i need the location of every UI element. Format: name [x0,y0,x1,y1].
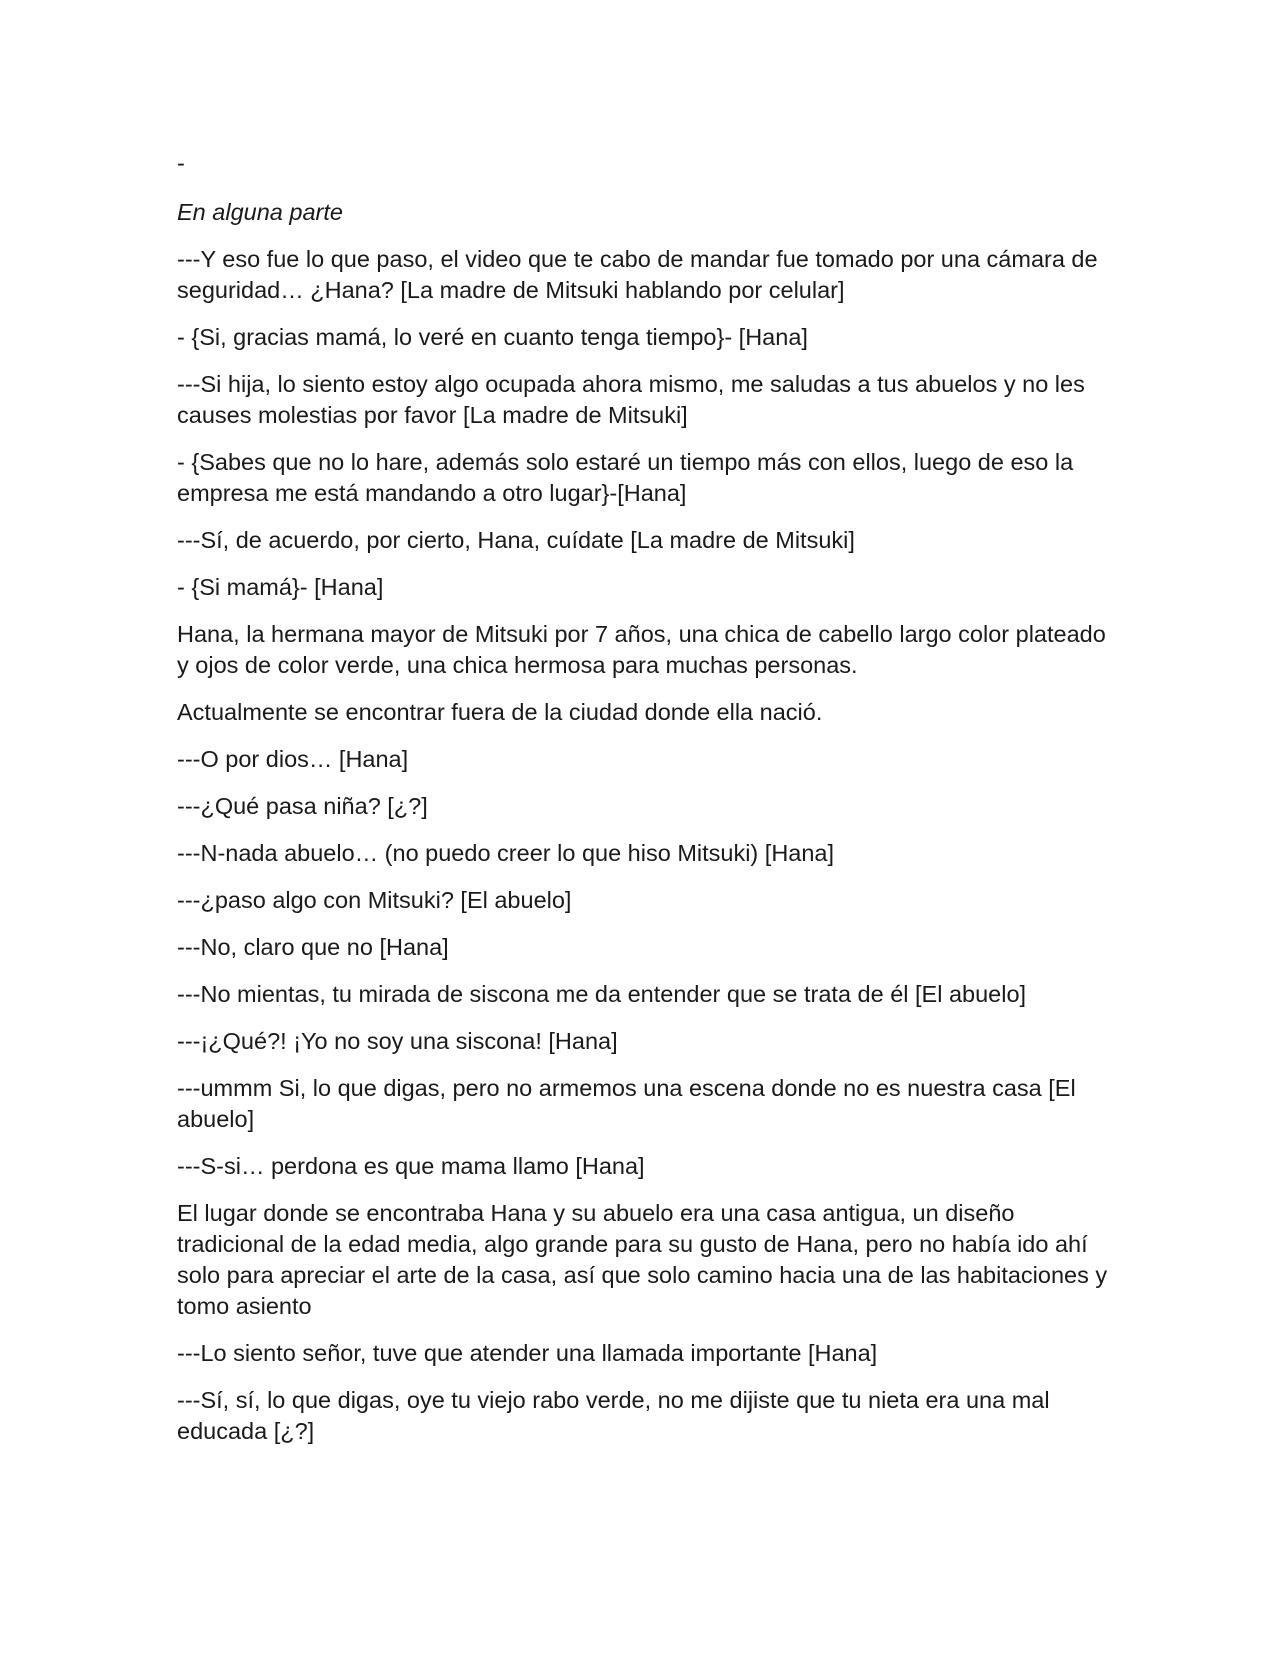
paragraph: ---¿paso algo con Mitsuki? [El abuelo] [177,887,572,913]
paragraph: El lugar donde se encontraba Hana y su abuelo era una casa antigua, un diseño tradicional de la edad media, algo grande para su gusto de Hana, pero no había ido ahí solo para apreciar el arte de la casa, así que solo camino hacia una de las habitaciones y tomo asiento [177,1200,1108,1319]
paragraph: ---S-si… perdona es que mama llamo [Hana] [177,1153,645,1179]
document-body [177,148,1117,1463]
paragraph: ---Sí, de acuerdo, por cierto, Hana, cuídate [La madre de Mitsuki] [177,527,855,553]
paragraph: - {Sabes que no lo hare, además solo estaré un tiempo más con ellos, luego de eso la empresa me está mandando a otro lugar}-[Hana] [177,449,1074,506]
paragraph: ---No mientas, tu mirada de siscona me da entender que se trata de él [El abuelo] [177,981,1027,1007]
paragraph: Actualmente se encontrar fuera de la ciudad donde ella nació. [177,699,823,725]
paragraph: ---ummm Si, lo que digas, pero no armemos una escena donde no es nuestra casa [El abuelo] [177,1075,1076,1132]
paragraph: ---Lo siento señor, tuve que atender una llamada importante [Hana] [177,1340,878,1366]
paragraph: ---Sí, sí, lo que digas, oye tu viejo rabo verde, no me dijiste que tu nieta era una mal educada [¿?] [177,1387,1050,1444]
paragraph: ---N-nada abuelo… (no puedo creer lo que hiso Mitsuki) [Hana] [177,840,835,866]
paragraph: ---¿Qué pasa niña? [¿?] [177,793,428,819]
paragraph: ---No, claro que no [Hana] [177,934,449,960]
separator: - [177,150,185,176]
paragraph: - {Si, gracias mamá, lo veré en cuanto tenga tiempo}- [Hana] [177,324,808,350]
paragraph: ---Y eso fue lo que paso, el video que te cabo de mandar fue tomado por una cámara de seguridad… ¿Hana? [La madre de Mitsuki hablando por celular] [177,246,1098,303]
paragraph: - {Si mamá}- [Hana] [177,574,384,600]
scene-heading: En alguna parte [177,199,343,225]
paragraph: Hana, la hermana mayor de Mitsuki por 7 años, una chica de cabello largo color plateado y ojos de color verde, una chica hermosa para muchas personas. [177,621,1106,678]
paragraph: ---O por dios… [Hana] [177,746,409,772]
paragraph: ---¡¿Qué?! ¡Yo no soy una siscona! [Hana] [177,1028,618,1054]
paragraph: ---Si hija, lo siento estoy algo ocupada ahora mismo, me saludas a tus abuelos y no les causes molestias por favor [La madre de Mitsuki] [177,371,1085,428]
